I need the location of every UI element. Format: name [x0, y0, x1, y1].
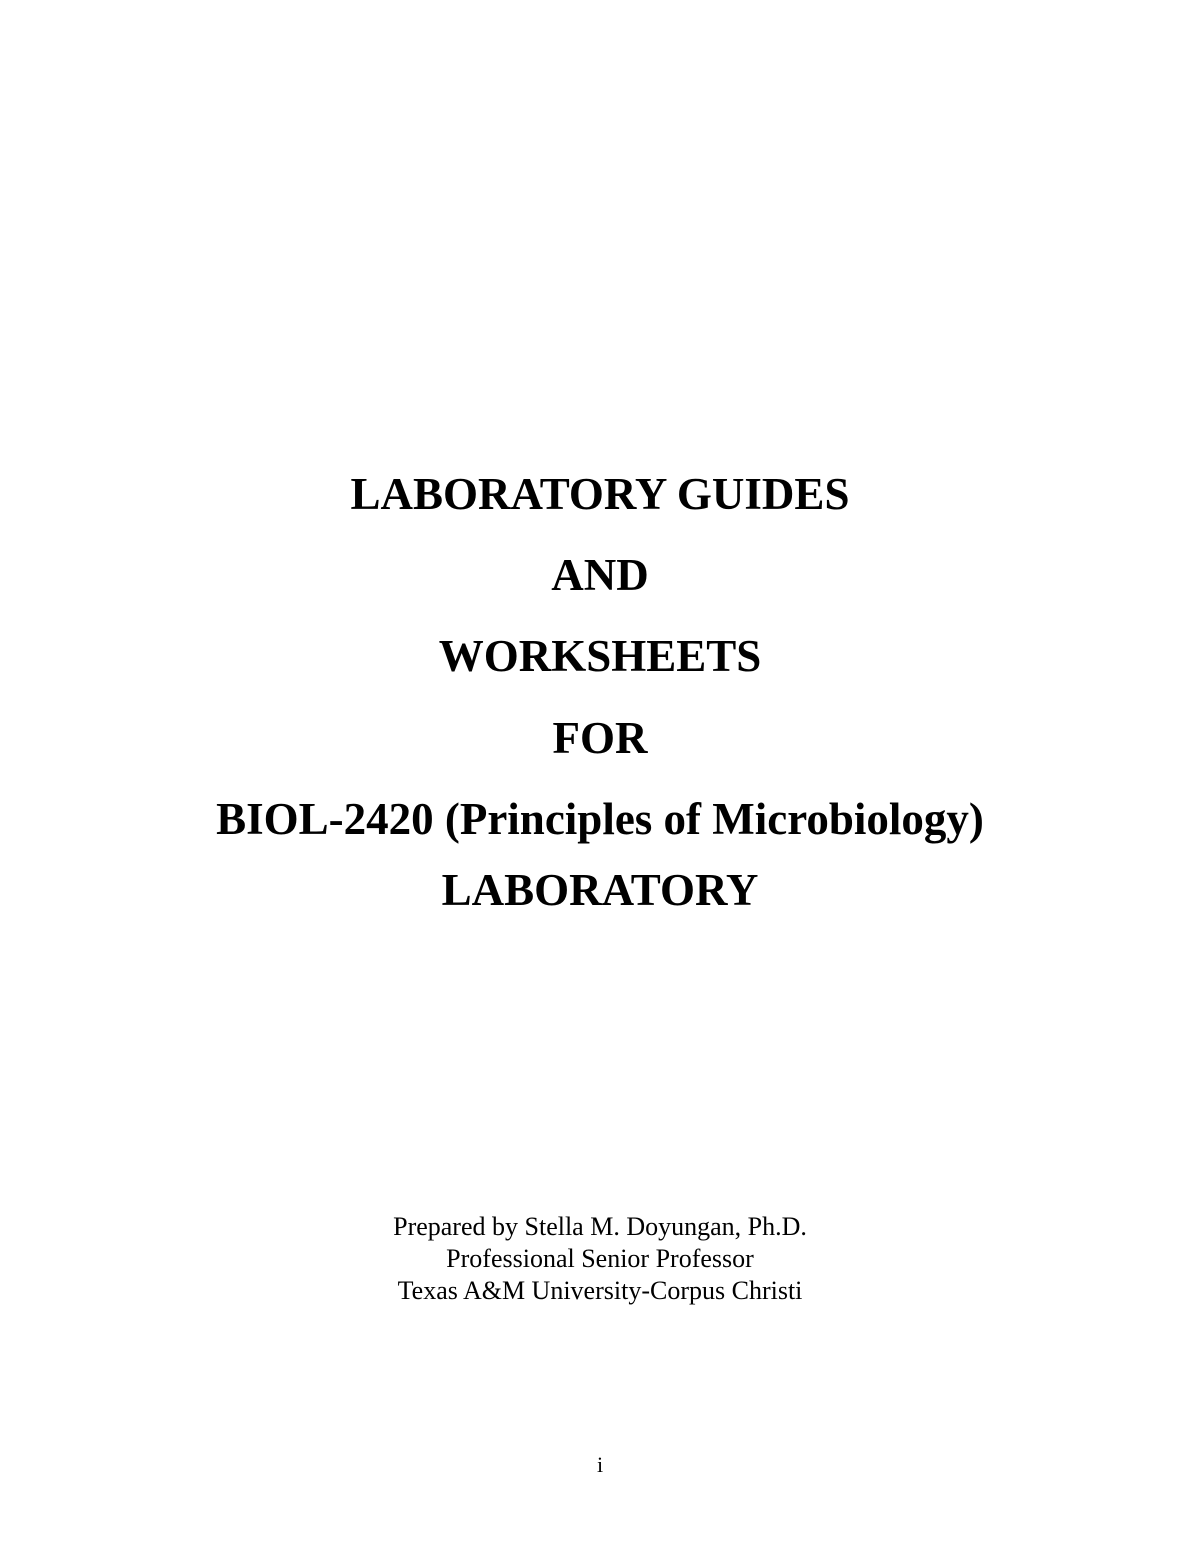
title-line-5: BIOL-2420 (Principles of Microbiology)	[216, 794, 984, 844]
author-position: Professional Senior Professor	[446, 1244, 754, 1273]
title-line-1: LABORATORY GUIDES	[350, 469, 850, 519]
page-number: i	[596, 1452, 604, 1477]
title-line-4: FOR	[552, 713, 648, 763]
title-line-3: WORKSHEETS	[438, 631, 762, 681]
title-line-2: AND	[551, 550, 649, 600]
title-line-6: LABORATORY	[441, 865, 759, 915]
author-credit: Prepared by Stella M. Doyungan, Ph.D.	[393, 1212, 807, 1241]
author-institution: Texas A&M University-Corpus Christi	[397, 1276, 803, 1305]
